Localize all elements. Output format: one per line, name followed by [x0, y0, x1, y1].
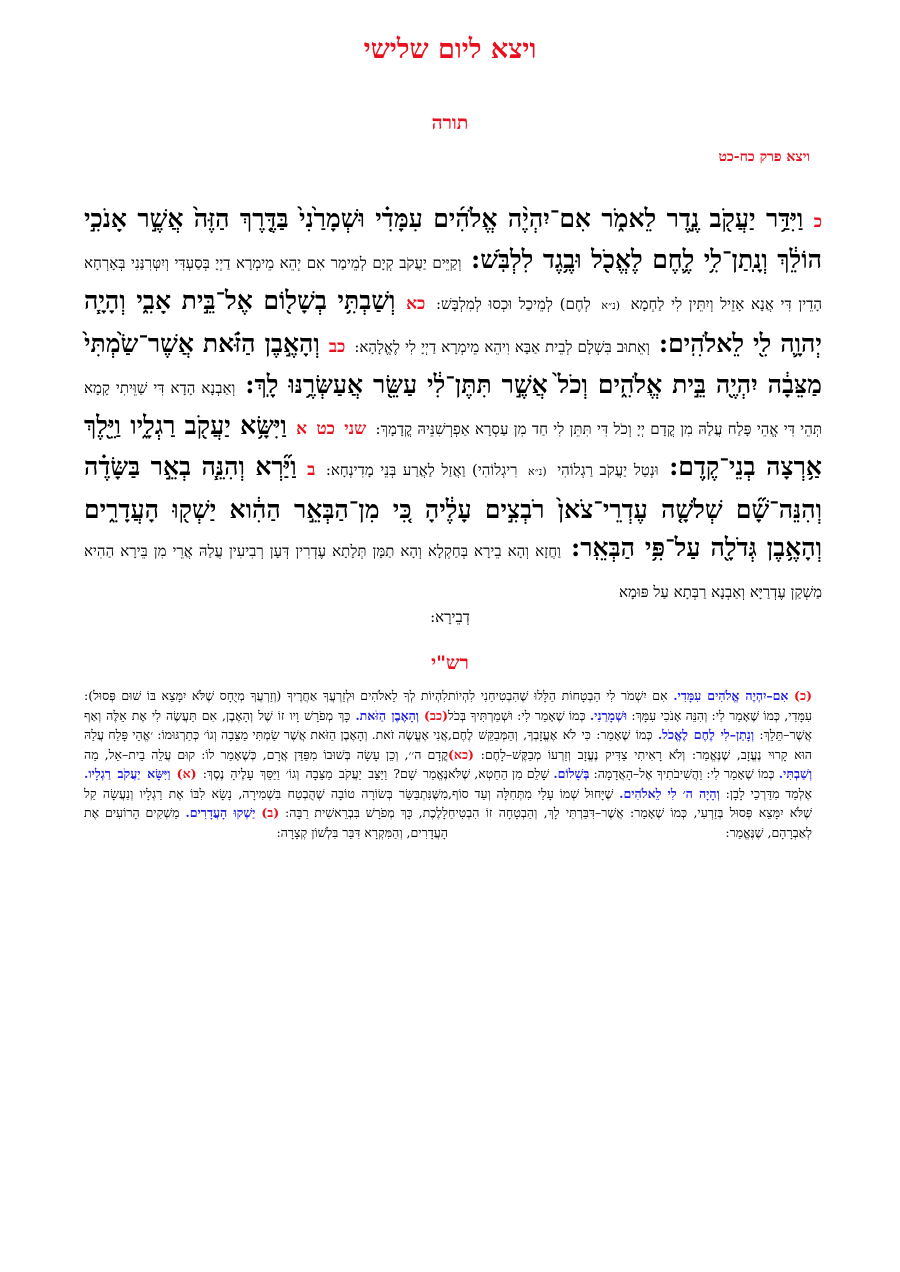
aliyah-marker: שני — [344, 419, 367, 439]
rashi-title: רש"י — [431, 652, 469, 674]
verse-text: וַיַּ֞רְא וְהִנֵּ֧ה בְאֵ֣ר בַּשָּׂדֶ֗ה וְהִנֵּה־שָׁ֞ם שְׁלֹשָׁ֤ה עֶדְרֵי־צֹאן֙ רֹבְצִ֣ים עָלֶ֔יהָ כִּ֚י מִן־הַבְּאֵ֣ר הַהִ֔וא יַשְׁק֖וּ הָעֲדָרִ֑ים וְהָאֶ֥בֶן גְּדֹלָ֖ה עַל־פִּ֥י הַבְּאֵֽר: — [84, 452, 822, 562]
rashi-verse-ref: (ב) — [261, 805, 280, 820]
page-title: ויצא ליום שלישי — [363, 34, 537, 65]
targum-text: וְאֵתוּב בִּשְׁלָם לְבֵית אַבָּא וִיהֵא מֵימְרָא דַיְיָ לִי לֶאֱלָהָא: — [354, 338, 650, 356]
rashi-comment: כְּמוֹ שֶׁאָמַר לִי: וַהֲשִׁיבֹתִיךָ אֶל–הָאֲדָמָה: — [593, 766, 775, 781]
verse-number: כא — [406, 294, 426, 314]
verse-number: ב — [307, 460, 316, 480]
rashi-verse-ref: (כב) — [424, 707, 448, 723]
rashi-column-right — [448, 686, 812, 842]
rashi-verse-ref: (כ) — [794, 688, 812, 703]
rashi-comment: אִם יִשְׁמֹר לִי הַבְטָחוֹת הַלָּלוּ שֶׁהִבְטִיחַנִי לִהְיוֹת עִמָּדִי, כְּמוֹ שֶׁאָמַר לִי: וְהִנֵּה אָנֹכִי עִמָּךְ: — [448, 688, 812, 723]
rashi-comment: מַשְׁקִים הָרוֹעִים אֶת הָעֲדָרִים, וְהַמִּקְרָא דִּבֵּר בִּלְשׁוֹן קְצָרָה: — [84, 805, 448, 840]
torah-text-block — [84, 200, 822, 611]
verse-number: א — [296, 419, 308, 439]
verse-text: וַיִּדַּ֥ר יַעֲקֹ֖ב נֶ֣דֶר לֵאמֹ֑ר אִם־יִהְיֶ֨ה אֱלֹהִ֜ים עִמָּדִ֗י וּשְׁמָרַ֙נִי֙ בַּדֶּ֤רֶךְ הַזֶּה֙ אֲשֶׁ֣ר אָנֹכִ֣י הוֹלֵ֔ךְ וְנָֽתַן־לִ֥י לֶ֛חֶם לֶאֱכֹ֖ל וּבֶ֥גֶד לִלְבֹּֽשׁ: — [84, 204, 822, 274]
rashi-comment: לִהְיוֹת לְךָ לֵאלֹהִים וּלְזַרְעֲךָ אַחֲרֶיךָ (וְזַרְעֲךָ מְיֻחָס שֶׁלֹּא יִמָּצֵא בּוֹ שׁוּם פְּסוּל): — [84, 688, 448, 703]
targum-text: וְקַיֵּים יַעֲקֹב קְיָם לְמֵימַר אִם יְהֵא מֵימְרָא דַיְיָ בְּסַעְדִּי וְיִטְּרִנַּנִי בְּאָרְחָא הָדֵין דִּי אֲנָא אָזֵיל וְיִתֵּין לִי לַחְמָא — [84, 254, 822, 313]
verse-number: כב — [328, 337, 346, 357]
verse-text: וְהָאֶ֣בֶן הַזֹּ֗את אֲשֶׁר־שַׂ֙מְתִּי֙ מַצֵּבָ֔ה יִהְיֶ֖ה בֵּ֣ית אֱלֹהִ֑ים וְכֹל֙ אֲשֶׁ֣ר תִּתֶּן־לִ֔י עַשֵּׂ֖ר אֲעַשְּׂרֶ֥נּוּ לָֽךְ: — [84, 329, 822, 399]
rashi-dibbur-hamatchil: יַשְׁקוּ הָעֲדָרִים. — [185, 805, 256, 820]
alt-reading-note: (נ״א — [601, 299, 621, 312]
rashi-dibbur-hamatchil: וְשַׁבְתִּי. — [778, 766, 813, 781]
rashi-column-left — [84, 686, 448, 842]
chapter-number: כט — [316, 419, 335, 439]
targum-tail: דְבֵירָא: — [430, 608, 470, 626]
verse-number: כ — [813, 212, 822, 232]
verse-text: וַיִּשָּׂ֥א יַעֲקֹ֖ב רַגְלָ֑יו וַיֵּ֖לֶךְ אַ֥רְצָה בְנֵי־קֶֽדֶם: — [84, 411, 822, 481]
targum-text: וְאַבְנָא הָדָא דִּי שַׁוֵּיתִי קָמָא תְּהֵי דִּי אֱהֵי פָּלַח עֲלַהּ מִן קֳדָם יְיָ וְכֹל דִּי תִּתֵּן לִי חַד מִן עַסְרָא אַפְרְשִׁנֵּיהּ קֳדָמָךְ: — [84, 379, 822, 438]
rashi-dibbur-hamatchil: אִם–יִהְיֶה אֱלֹהִים עִמָּדִי. — [673, 688, 789, 703]
targum-text: לְחֶם) לְמֵיכַל וּכְסוּ לְמִלְבָּשׁ: — [435, 295, 591, 313]
rashi-comment: שֶׁיָּחוּל שְׁמוֹ עָלַי מִתְּחִלָּה וְעַד סוֹף, שֶׁלֹּא יִמָּצֵא פְּסוּל בְּזַרְעִי, כְּמוֹ שֶׁאָמַר: אֲשֶׁר–דִּבַּרְתִּי לָךְ, וְהַבְטָחָה זוֹ הִבְטִיחַ לְאַבְרָהָם, שֶׁנֶּאֱמַר: — [448, 785, 812, 840]
rashi-comment: כְּמוֹ שֶׁאָמַר לִי: וּשְׁמַרְתִּיךָ בְּכֹל אֲשֶׁר–תֵּלֵךְ: — [448, 707, 812, 742]
rashi-dibbur-hamatchil: וְהָאֶבֶן הַזֹּאת. — [355, 707, 420, 723]
rashi-dibbur-hamatchil: וַיִּשָּׂא יַעֲקֹב רַגְלָיו. — [84, 766, 171, 781]
rashi-dibbur-hamatchil: וְהָיָה ה׳ לִי לֵאלֹהִים. — [619, 785, 720, 801]
targum-text: רִיגְלוֹהִי) וַאֲזַל לַאֲרַע בְּנֵי מָדִינְחָא: — [325, 461, 518, 479]
rashi-verse-ref: (כא) — [448, 746, 474, 762]
targum-text: וּנְטַל יַעֲקֹב רַגְלוֹהִי — [557, 461, 659, 479]
rashi-dibbur-hamatchil: וּשְׁמָרַנִי. — [589, 707, 628, 723]
targum-text: וַחֲזָא וְהָא בֵירָא בְּחַקְלָא וְהָא תַמָּן תְּלָתָא עֶדְרִין דְּעָן רְבִיעִין עֲלַהּ אֲרֵי מִן בֵּירָא הַהִיא מַשְׁקַן עֶדְרַיָּא וְאַבְנָא רַבְּתָא עַל פּוּמָא — [84, 542, 822, 601]
rashi-comment: כָּךְ מְפֹרָשׁ וָיו זוֹ שֶׁל וְהָאֶבֶן, אִם תַּעֲשֶׂה לִי אֶת אֵלֶּה וְאַף אֲנִי אֶעֱשֶׂה זֹאת. וְהָאֶבֶן הַזֹּאת אֲשֶׁר שַׂמְתִּי מַצֵּבָה וְגוֹ׳ כְּתַרְגּוּמוֹ: ׳אֱהֵי פָּלַח עֲלַהּ קֳדָם ה׳׳, וְכֵן עָשָׂה בְּשׁוּבוֹ מִפַּדַּן אֲרָם, כְּשֶׁאָמַר לוֹ: קוּם עֲלֵה בֵית–אֵל, מַה נֶּאֱמַר שָׁם? וַיַּצֵּב יַעֲקֹב מַצֵּבָה וְגוֹ׳ וַיַּסֵּךְ עָלֶיהָ נֶסֶךְ: — [84, 707, 448, 781]
rashi-comment: שָׁלֵם מִן הַחֵטְא, שֶׁלֹּא אֶלְמַד מִדַּרְכֵי לָבָן: — [448, 766, 813, 801]
rashi-comment: כְּמוֹ שֶׁאָמַר: כִּי לֹא אֶעֱזָבְךָ, וְהַמְּבַקֵּשׁ לֶחֶם, הוּא קָרוּי נֶעֱזָב, שֶׁנֶּאֱמַר: וְלֹא רָאִיתִי צַדִּיק נֶעֱזָב וְזַרְעוֹ מְבַקֶּשׁ–לָחֶם: — [448, 727, 812, 762]
rashi-dibbur-hamatchil: וְנָתַן–לִי לֶחֶם לֶאֱכֹל. — [657, 727, 755, 742]
verse-text: וְשַׁבְתִּ֥י בְשָׁל֖וֹם אֶל־בֵּ֣ית אָבִ֑י וְהָיָ֧ה יְהוָ֛ה לִ֖י לֵאלֹהִֽים: — [84, 286, 822, 358]
rashi-verse-ref: (א) — [176, 766, 197, 781]
rashi-comment: מִשֶּׁנִּתְבַּשֵּׂר בְּשׂוֹרָה טוֹבָה שֶׁהֻבְטַח בִּשְׁמִירָה, נָשָׂא לִבּוֹ אֶת רַגְלָיו וְנַעֲשָׂה קַל לָלֶכֶת, כָּךְ מְפֹרָשׁ בִּבְרֵאשִׁית רַבָּה: — [84, 785, 448, 820]
chapter-reference: ויצא פרק כח-כט — [718, 149, 810, 165]
alt-reading-note: (נ״א — [528, 465, 547, 478]
section-title-torah: תורה — [431, 112, 469, 134]
rashi-dibbur-hamatchil: בְּשָׁלוֹם. — [553, 766, 590, 781]
